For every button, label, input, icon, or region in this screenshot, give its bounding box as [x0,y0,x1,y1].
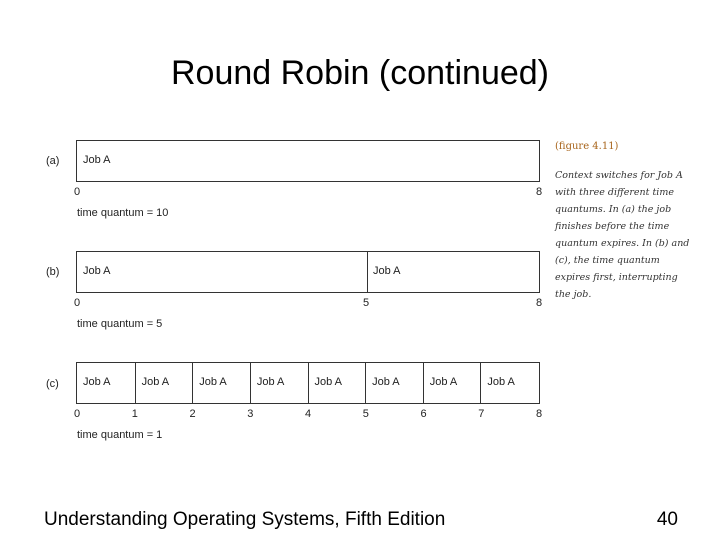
row-b-segment-1 [77,252,367,292]
row-a-bar [76,140,540,182]
row-b-label: (b) [46,266,60,278]
row-c-segment-7-label: Job A [429,376,458,388]
row-c-segment-4 [250,363,308,403]
figure-caption: Context switches for Job A with three different time quantums. In (a) the job finishes before the time quantum expires. In (b) and (c), the time quantum expires first, interrupting the job. [555,170,690,300]
slide-title: Round Robin (continued) [170,54,550,92]
row-c-tick-5: 5 [362,408,369,420]
slide-number: 40 [656,509,678,530]
row-c-segment-4-label: Job A [256,376,285,388]
row-c-segment-1-label: Job A [83,376,111,388]
row-c-segment-7 [423,363,481,403]
row-a-segment-1-label: Job A [83,154,111,166]
row-a-label: (a) [46,155,60,167]
row-a-segment-1 [77,141,539,181]
row-b-bar [76,251,540,293]
row-c-segment-8-label: Job A [487,376,515,388]
row-c-label: (c) [46,378,59,390]
figure-number: (figure 4.11) [555,141,619,152]
row-a-quantum: time quantum = 10 [77,207,169,219]
row-c-tick-8: 8 [535,408,543,420]
row-c-tick-4: 4 [304,408,312,420]
row-c-segment-1 [77,363,135,403]
row-c-segment-6-label: Job A [372,376,400,388]
row-c-segment-3-label: Job A [199,376,227,388]
row-c-segment-5-label: Job A [314,376,343,388]
row-c-segment-8 [480,363,538,403]
row-a-tick-8: 8 [535,186,543,198]
row-b-tick-8: 8 [535,297,543,309]
row-c-segment-6 [365,363,423,403]
row-c-tick-0: 0 [73,408,81,420]
row-c-segment-2-label: Job A [141,376,170,388]
row-c-bar [76,362,540,404]
row-c-quantum: time quantum = 1 [77,429,163,441]
row-b-segment-1-label: Job A [83,265,111,277]
row-c-segment-3 [192,363,250,403]
row-c-tick-2: 2 [189,408,196,420]
row-c-tick-3: 3 [247,408,254,420]
row-b-segment-2-label: Job A [373,265,401,277]
figure-caption-block [555,138,695,303]
row-b-tick-5: 5 [362,297,370,309]
row-c-tick-7: 7 [478,408,485,420]
row-b-quantum: time quantum = 5 [77,318,163,330]
row-a-tick-0: 0 [73,186,81,198]
footer-book-title: Understanding Operating Systems, Fifth Edition [44,509,446,530]
row-c-tick-1: 1 [131,408,138,420]
row-c-segment-2 [135,363,193,403]
row-b-segment-2 [367,252,538,292]
row-b-tick-0: 0 [73,297,81,309]
row-c-tick-6: 6 [420,408,427,420]
row-c-segment-5 [308,363,366,403]
